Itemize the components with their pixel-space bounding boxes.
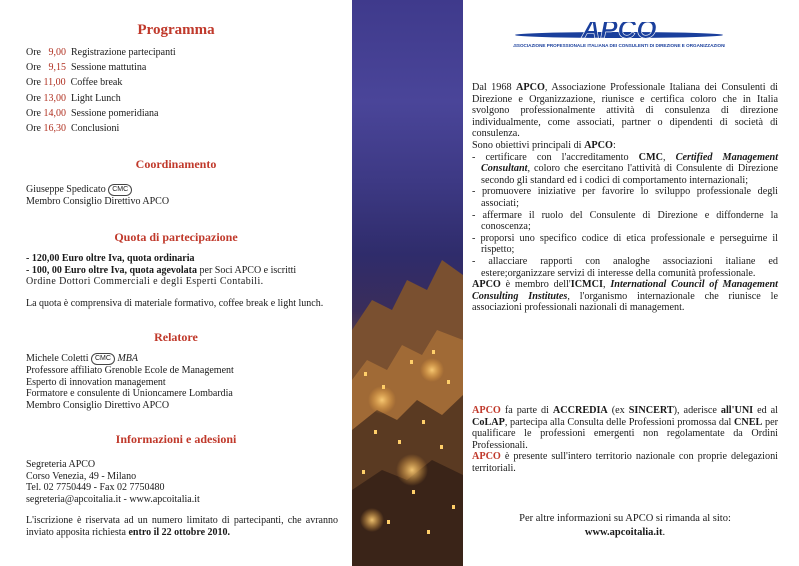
quota-agevolata: - 100, 00 Euro oltre Iva, quota agevolata	[26, 264, 198, 276]
apco-intro: Dal 1968 APCO, Associazione Professionale Italiana dei Consulenti di Direzione e Organizzazione, riunisce e certifica coloro che in Italia svolgono professionalmente attività di consulenza di direzione individualmente, come associati, partner o dipendenti di società di consulenza. Sono obiettivi principali di APCO: - certificare con l'accreditamento CMC, Certified Management Consultant, coloro che esercitano l'attività di Consulente di Direzione secondo gli standard ed i codici di comportamento internazionali; - promuovere iniziative per favorire lo sviluppo professionale degli associati; - affermare il ruolo del Consulente di Direzione e diffonderne la conoscenza; - proporsi uno specifico codice di etica professionale e perseguirne il rispetto; - allacciare rapporti con analoghe associazioni italiane ed estere;organizzare servizi di interesse della comunità professionale. APCO è membro dell'ICMCI, International Council of Management Consulting Institutes, l'organismo internazionale che riunisce le associazioni professionali nazionali di management.	[472, 82, 779, 314]
objective-2: - promuovere iniziative per favorire lo sviluppo professionale degli associati;	[472, 186, 778, 209]
schedule-item: Ore 13,00 Light Lunch	[26, 92, 121, 104]
quota-ordine: Ordine Dottori Commerciali e degli Esperti Contabili.	[26, 276, 264, 287]
schedule-label: Light Lunch	[71, 92, 121, 104]
cmc-badge: CMC	[91, 353, 115, 365]
coordinator-name: Giuseppe Spedicato	[26, 184, 106, 195]
schedule-label: Sessione mattutina	[71, 62, 147, 74]
info-title: Informazioni e adesioni	[115, 432, 237, 446]
quota-note: La quota è comprensiva di materiale formativo, coffee break e light lunch.	[26, 297, 324, 309]
accredia-paragraph: APCO fa parte di ACCREDIA (ex SINCERT), aderisce all'UNI ed al CoLAP, partecipa alla Consulta delle Professioni promossa dal CNEL per qualificare le professioni emergenti non regolamentate da Ordini Professionali. APCO è presente sull'intero territorio nazionale con proprie delegazioni territoriali.	[472, 405, 779, 474]
schedule-label: Conclusioni	[71, 123, 120, 135]
quota-ordinaria: - 120,00 Euro oltre Iva, quota ordinaria	[26, 253, 195, 264]
schedule-time: 16,30	[43, 123, 71, 135]
quota-block	[26, 253, 338, 309]
objective-5: - allacciare rapporti con analoghe associazioni italiane ed estere;organizzare servizi di interesse della comunità professionale.	[472, 255, 778, 279]
cmc-badge: CMC	[108, 184, 132, 196]
schedule-time: 14,00	[43, 107, 71, 119]
programma-title: Programma	[137, 22, 215, 38]
objective-4: - proporsi uno specifico codice di etica professionale e perseguirne il rispetto;	[472, 232, 778, 256]
speaker-credential: Professore affiliato Grenoble Ecole de Management	[26, 365, 234, 376]
contact-line: Corso Venezia, 49 - Milano	[26, 470, 137, 482]
relatore-title: Relatore	[154, 330, 198, 344]
icmci-paragraph: APCO è membro dell'ICMCI, International Council of Management Consulting Institutes, l'organismo internazionale che riunisce le associazioni professionali nazionali di management.	[472, 279, 778, 314]
quota-agevolata-rest: per Soci APCO e iscritti	[197, 264, 297, 276]
schedule-label: Sessione pomeridiana	[71, 107, 159, 119]
schedule-time: 9,00	[43, 47, 71, 58]
quota-title: Quota di partecipazione	[114, 230, 238, 244]
schedule-item: Ore 9,00 Registrazione partecipanti	[26, 47, 176, 58]
footer-text: Per altre informazioni su APCO si rimanda al sito:	[519, 513, 731, 524]
coordinamento-block	[26, 184, 169, 208]
coordinamento-title: Coordinamento	[135, 157, 217, 171]
contact-line: Segreteria APCO	[26, 459, 96, 470]
city-illustration	[352, 0, 463, 566]
info-note: L'iscrizione è riservata ad un numero limitato di partecipanti, che avranno inviato apposita richiesta entro il 22 ottobre 2010.	[26, 515, 338, 538]
speaker-credential: Esperto di innovation management	[26, 376, 166, 388]
mba-label: MBA	[117, 353, 138, 364]
footer: Per altre informazioni su APCO si rimanda al sito: www.apcoitalia.it.	[472, 512, 778, 540]
schedule-time: 11,00	[43, 77, 71, 89]
coordinator-role: Membro Consiglio Direttivo APCO	[26, 196, 170, 207]
website-link[interactable]: www.apcoitalia.it	[584, 527, 663, 538]
info-block	[26, 459, 338, 538]
schedule-time: 9,15	[43, 62, 71, 74]
contact-line: segreteria@apcoitalia.it - www.apcoitalia.it	[26, 493, 200, 505]
left-panel	[0, 0, 352, 566]
schedule-item: Ore 14,00 Sessione pomeridiana	[26, 107, 159, 119]
schedule-list	[26, 45, 176, 136]
speaker-credential: Membro Consiglio Direttivo APCO	[26, 399, 170, 411]
speaker-credential: Formatore e consulente di Unioncamere Lombardia	[26, 388, 233, 399]
schedule-label: Registrazione partecipanti	[71, 47, 176, 58]
city-night-photo	[352, 0, 463, 566]
svg-text:ASSOCIAZIONE PROFESSIONALE ITA: ASSOCIAZIONE PROFESSIONALE ITALIANA DEI CONSULENTI DI DIREZIONE E ORGANIZZAZIONE	[513, 43, 725, 48]
schedule-time: 13,00	[43, 92, 71, 104]
apco-logo	[513, 22, 725, 50]
schedule-item: Ore 16,30 Conclusioni	[26, 123, 120, 135]
schedule-item: Ore 11,00 Coffee break	[26, 77, 123, 89]
speaker-name: Michele Coletti	[26, 353, 89, 364]
relatore-block	[26, 353, 234, 411]
objective-1: - certificare con l'accreditamento CMC, Certified Management Consultant, coloro che esercitano l'attività di Consulente di Direzione secondo gli standard ed i codici di comportamento internazionali;	[472, 151, 779, 186]
schedule-item: Ore 9,15 Sessione mattutina	[26, 62, 147, 74]
svg-text:APCO: APCO	[581, 22, 657, 44]
contact-line: Tel. 02 7750449 - Fax 02 7750480	[26, 482, 165, 493]
schedule-label: Coffee break	[70, 77, 123, 89]
objective-3: - affermare il ruolo del Consulente di Direzione e diffonderne la conoscenza;	[472, 209, 778, 233]
